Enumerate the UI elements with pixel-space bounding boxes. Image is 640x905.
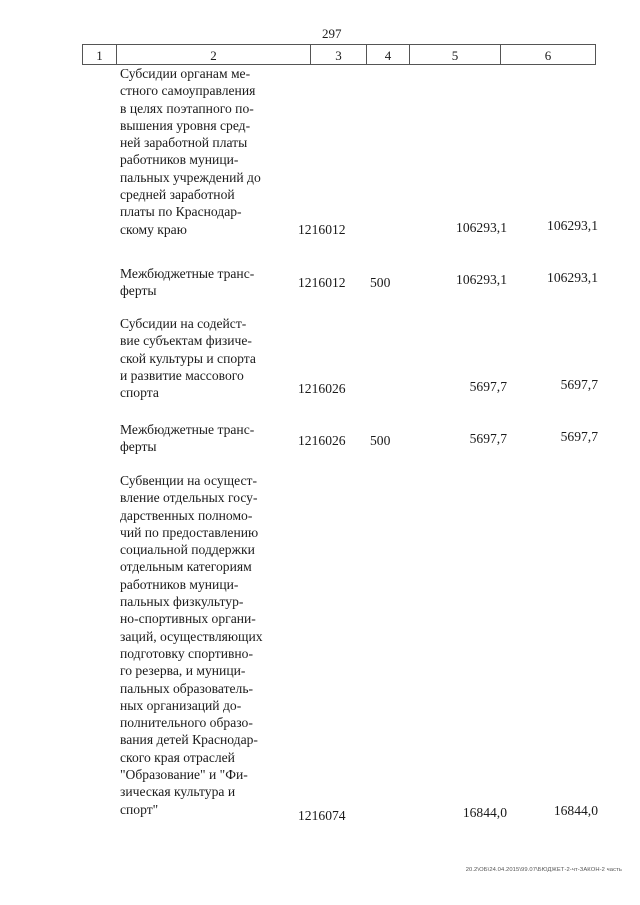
row-value-col5: 5697,7: [469, 431, 507, 446]
row-code: 1216074: [298, 808, 346, 823]
header-col-6: 6: [501, 45, 596, 64]
header-col-4: 4: [367, 45, 410, 64]
row-code: 1216012: [298, 222, 346, 237]
header-col-1: 1: [83, 45, 117, 64]
footer-file-path: 20.2\ОБ\24.04.2015\99.07\БЮДЖЕТ-2-чт-ЗАКОН-2 часть: [465, 867, 622, 873]
row-value-col5: 5697,7: [469, 379, 507, 394]
header-col-3: 3: [311, 45, 367, 64]
row-expense-type: 500: [370, 433, 391, 448]
row-value-col6: 5697,7: [560, 429, 598, 444]
row-value-col5: 106293,1: [456, 220, 507, 235]
row-value-col6: 5697,7: [560, 377, 598, 392]
header-col-2: 2: [117, 45, 311, 64]
row-value-col6: 106293,1: [547, 218, 598, 233]
row-description: Субсидии на содейст- вие субъектам физиче- ской культуры и спорта и развитие массового спорта: [120, 316, 256, 401]
row-value-col5: 16844,0: [462, 805, 507, 820]
row-description: Субвенции на осущест- вление отдельных госу- дарственных полномо- чий по предоставлению социальной поддержки отдельным категориям работников муници- пальных физкультур- но-спортивных органи- заций, осуществляющих подготовку спортивно- го резерва, и муници- пальных образователь- ных организаций до- полнительного образо- вания детей Краснодар- ского края отраслей "Образование" и "Фи- зическая культура и спорт": [120, 473, 263, 817]
row-value-col6: 16844,0: [553, 803, 598, 818]
row-description: Субсидии органам ме- стного самоуправления в целях поэтапного по- вышения уровня сред- ней заработной платы работников муници- пальных учреждений до средней заработной платы по Краснодар- скому краю: [120, 66, 261, 237]
row-value-col6: 106293,1: [547, 270, 598, 285]
page-number: 297: [322, 26, 342, 41]
row-expense-type: 500: [370, 275, 391, 290]
row-code: 1216026: [298, 433, 346, 448]
header-col-5: 5: [410, 45, 501, 64]
row-description: Межбюджетные транс- ферты: [120, 422, 255, 455]
table-header-row: [82, 44, 596, 65]
row-code: 1216012: [298, 275, 346, 290]
row-value-col5: 106293,1: [456, 272, 507, 287]
row-code: 1216026: [298, 381, 346, 396]
row-description: Межбюджетные транс- ферты: [120, 266, 255, 299]
